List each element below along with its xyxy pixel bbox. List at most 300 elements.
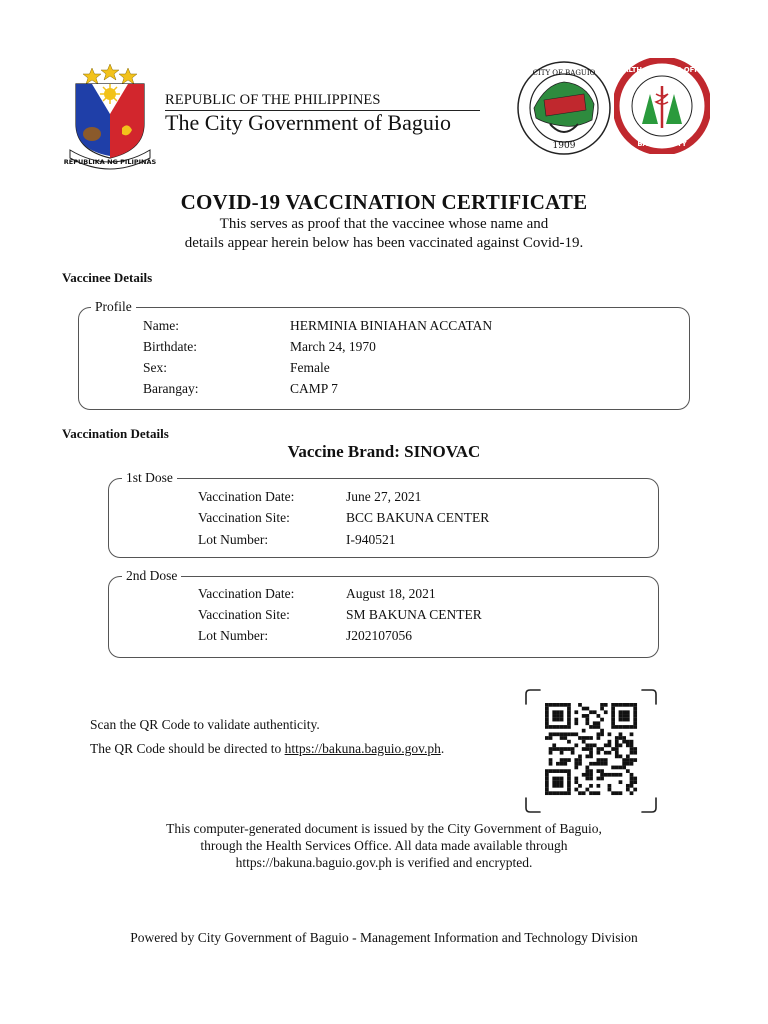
vaccination-section-label: Vaccination Details	[62, 426, 169, 441]
qr-module	[567, 777, 571, 781]
qr-module	[574, 780, 578, 784]
qr-module	[619, 732, 623, 736]
second-dose-date-value: August 18, 2021	[346, 586, 436, 601]
qr-module	[545, 780, 549, 784]
qr-module	[589, 747, 593, 751]
qr-module	[593, 721, 597, 725]
qr-module	[560, 777, 564, 781]
qr-module	[633, 718, 637, 722]
qr-module	[563, 747, 567, 751]
qr-module	[630, 791, 634, 795]
qr-module	[556, 769, 560, 773]
qr-module	[615, 747, 619, 751]
qr-module	[611, 707, 615, 711]
qr-module	[611, 773, 615, 777]
qr-module	[560, 736, 564, 740]
qr-module	[600, 729, 604, 733]
qr-module	[567, 784, 571, 788]
qr-module	[589, 743, 593, 747]
second-dose-lot-label: Lot Number:	[198, 628, 269, 643]
qr-module	[633, 751, 637, 755]
qr-module	[567, 788, 571, 792]
qr-module	[563, 791, 567, 795]
qr-module	[633, 707, 637, 711]
qr-module	[633, 725, 637, 729]
qr-module	[552, 725, 556, 729]
qr-module	[597, 747, 601, 751]
qr-module	[545, 714, 549, 718]
qr-module	[549, 736, 553, 740]
qr-module	[585, 721, 589, 725]
qr-module	[589, 751, 593, 755]
qr-module	[578, 762, 582, 766]
qr-module	[556, 725, 560, 729]
qr-module	[593, 743, 597, 747]
qr-module	[560, 732, 564, 736]
profile-sex-value: Female	[290, 360, 330, 375]
qr-module	[600, 718, 604, 722]
qr-module	[597, 721, 601, 725]
qr-module	[589, 791, 593, 795]
certificate-subtitle-line2: details appear herein below has been vaccinated against Covid-19.	[184, 235, 584, 251]
qr-module	[619, 791, 623, 795]
qr-module	[552, 703, 556, 707]
qr-module	[633, 780, 637, 784]
qr-module	[597, 751, 601, 755]
certificate-subtitle-line1: This serves as proof that the vaccinee whose name and	[219, 216, 549, 232]
qr-module	[563, 736, 567, 740]
qr-module	[585, 736, 589, 740]
qr-module	[563, 762, 567, 766]
qr-module	[549, 762, 553, 766]
qr-module	[633, 703, 637, 707]
qr-module	[545, 721, 549, 725]
qr-module	[615, 751, 619, 755]
qr-module	[545, 710, 549, 714]
qr-module	[615, 755, 619, 759]
qr-module	[552, 784, 556, 788]
qr-module	[585, 718, 589, 722]
qr-module	[549, 791, 553, 795]
qr-module	[574, 788, 578, 792]
qr-module	[597, 784, 601, 788]
qr-module	[578, 755, 582, 759]
qr-module	[626, 788, 630, 792]
qr-module	[615, 773, 619, 777]
qr-module	[567, 740, 571, 744]
qr-module	[622, 740, 626, 744]
qr-code-icon[interactable]	[545, 703, 637, 795]
qr-module	[585, 714, 589, 718]
qr-module	[608, 740, 612, 744]
qr-module	[585, 773, 589, 777]
qr-module	[556, 784, 560, 788]
qr-module	[615, 703, 619, 707]
seal-right-text: HEALTH SERVICES OFFICE	[614, 66, 710, 74]
city-of-baguio-seal-icon	[516, 60, 612, 156]
qr-module	[615, 725, 619, 729]
qr-module	[552, 780, 556, 784]
qr-module	[582, 740, 586, 744]
qr-module	[611, 703, 615, 707]
qr-module	[630, 780, 634, 784]
second-dose-lot-value: J202107056	[346, 628, 413, 643]
qr-module	[578, 791, 582, 795]
qr-module	[626, 714, 630, 718]
qr-module	[567, 780, 571, 784]
qr-module	[626, 710, 630, 714]
qr-module	[626, 743, 630, 747]
qr-module	[571, 751, 575, 755]
qr-module	[597, 769, 601, 773]
health-services-office-seal-icon	[614, 58, 710, 154]
city-government-title: The City Government of Baguio	[165, 110, 451, 135]
qr-module	[622, 762, 626, 766]
qr-module	[630, 747, 634, 751]
qr-module	[556, 777, 560, 781]
qr-module	[578, 703, 582, 707]
qr-module	[619, 725, 623, 729]
qr-module	[600, 703, 604, 707]
qr-module	[630, 725, 634, 729]
qr-module	[574, 732, 578, 736]
qr-module	[582, 714, 586, 718]
profile-barangay-value: CAMP 7	[290, 381, 338, 396]
qr-module	[560, 725, 564, 729]
qr-module	[560, 758, 564, 762]
qr-module	[600, 769, 604, 773]
qr-module	[582, 773, 586, 777]
qr-module	[622, 703, 626, 707]
qr-module	[556, 747, 560, 751]
second-dose-site-label: Vaccination Site:	[198, 607, 290, 622]
qr-scan-instruction: Scan the QR Code to validate authenticity.	[90, 717, 320, 732]
qr-module	[545, 718, 549, 722]
first-dose-site-value: BCC BAKUNA CENTER	[346, 510, 490, 525]
qr-module	[633, 710, 637, 714]
qr-module	[626, 703, 630, 707]
qr-direct-prefix: The QR Code should be directed to	[90, 741, 285, 756]
qr-module	[600, 762, 604, 766]
qr-module	[578, 758, 582, 762]
qr-module	[552, 732, 556, 736]
qr-module	[545, 769, 549, 773]
qr-module	[604, 703, 608, 707]
qr-module	[556, 732, 560, 736]
qr-module	[630, 743, 634, 747]
qr-module	[630, 751, 634, 755]
qr-module	[630, 762, 634, 766]
second-dose-date-label: Vaccination Date:	[198, 586, 295, 601]
qr-module	[597, 762, 601, 766]
qr-module	[556, 780, 560, 784]
qr-module	[633, 721, 637, 725]
qr-module	[582, 707, 586, 711]
republic-label: REPUBLIC OF THE PHILIPPINES	[165, 92, 381, 108]
qr-module	[597, 736, 601, 740]
qr-module	[545, 725, 549, 729]
qr-module	[626, 755, 630, 759]
qr-module	[611, 791, 615, 795]
qr-module	[545, 777, 549, 781]
qr-module	[626, 769, 630, 773]
qr-module	[567, 707, 571, 711]
qr-module	[597, 725, 601, 729]
qr-module	[556, 710, 560, 714]
qr-module	[600, 707, 604, 711]
qr-module	[574, 718, 578, 722]
qr-module	[571, 732, 575, 736]
qr-module	[563, 758, 567, 762]
qr-module	[545, 707, 549, 711]
qr-module	[619, 743, 623, 747]
qr-module	[589, 777, 593, 781]
qr-module	[563, 703, 567, 707]
qr-module	[622, 766, 626, 770]
vaccine-brand: Vaccine Brand: SINOVAC	[287, 442, 481, 461]
qr-module	[552, 743, 556, 747]
qr-module	[619, 710, 623, 714]
qr-module	[574, 710, 578, 714]
qr-module	[549, 703, 553, 707]
powered-by: Powered by City Government of Baguio - Management Information and Technology Division	[130, 930, 638, 945]
qr-module	[630, 758, 634, 762]
profile-barangay-label: Barangay:	[143, 381, 199, 396]
qr-module	[560, 762, 564, 766]
qr-module	[619, 766, 623, 770]
qr-module	[597, 791, 601, 795]
profile-birthdate-label: Birthdate:	[143, 339, 197, 354]
qr-module	[608, 773, 612, 777]
first-dose-legend: 1st Dose	[122, 470, 177, 486]
qr-module	[574, 762, 578, 766]
qr-module	[567, 769, 571, 773]
qr-module	[615, 766, 619, 770]
qr-module	[633, 777, 637, 781]
qr-module	[549, 732, 553, 736]
footer-line2: through the Health Services Office. All data made available through	[200, 838, 568, 853]
qr-module	[622, 714, 626, 718]
qr-module	[585, 707, 589, 711]
qr-module	[552, 747, 556, 751]
qr-module	[611, 766, 615, 770]
qr-module	[589, 762, 593, 766]
philippine-coat-of-arms-icon	[62, 62, 158, 170]
qr-module	[611, 725, 615, 729]
qr-module	[545, 703, 549, 707]
qr-module	[560, 747, 564, 751]
qr-module	[552, 714, 556, 718]
qr-module	[619, 718, 623, 722]
qr-module	[549, 769, 553, 773]
qr-module	[560, 710, 564, 714]
certificate-title: COVID-19 VACCINATION CERTIFICATE	[180, 190, 588, 214]
qr-module	[582, 747, 586, 751]
qr-module	[585, 769, 589, 773]
qr-module	[574, 758, 578, 762]
qr-module	[567, 718, 571, 722]
qr-module	[589, 773, 593, 777]
qr-module	[611, 721, 615, 725]
qr-module	[567, 703, 571, 707]
qr-module	[626, 758, 630, 762]
qr-module	[600, 747, 604, 751]
qr-module	[626, 718, 630, 722]
qr-module	[597, 714, 601, 718]
qr-module	[608, 788, 612, 792]
qr-module	[552, 777, 556, 781]
qr-module	[567, 758, 571, 762]
qr-module	[589, 755, 593, 759]
qr-module	[589, 784, 593, 788]
qr-module	[597, 777, 601, 781]
qr-module	[622, 736, 626, 740]
qr-module	[545, 773, 549, 777]
qr-module	[574, 777, 578, 781]
qr-module	[552, 718, 556, 722]
qr-code-frame	[524, 688, 658, 814]
qr-module	[622, 718, 626, 722]
qr-module	[608, 732, 612, 736]
qr-module	[619, 780, 623, 784]
qr-module	[633, 788, 637, 792]
vaccinee-section-label: Vaccinee Details	[62, 270, 153, 285]
qr-module	[567, 791, 571, 795]
qr-module	[604, 751, 608, 755]
qr-module	[619, 703, 623, 707]
qr-module	[560, 769, 564, 773]
qr-module	[608, 784, 612, 788]
footer-line3: https://bakuna.baguio.gov.ph is verified and encrypted.	[235, 855, 533, 870]
qr-module	[630, 740, 634, 744]
second-dose-site-value: SM BAKUNA CENTER	[346, 607, 482, 622]
qr-module	[585, 766, 589, 770]
qr-module	[611, 718, 615, 722]
qr-module	[589, 736, 593, 740]
profile-name-label: Name:	[143, 318, 179, 333]
qr-module	[582, 791, 586, 795]
qr-module	[626, 784, 630, 788]
qr-module	[630, 703, 634, 707]
qr-module	[626, 740, 630, 744]
qr-module	[626, 725, 630, 729]
qr-module	[578, 784, 582, 788]
qr-module	[600, 732, 604, 736]
qr-module	[630, 784, 634, 788]
qr-module	[604, 773, 608, 777]
qr-module	[560, 784, 564, 788]
qr-module	[619, 773, 623, 777]
qr-module	[560, 703, 564, 707]
qr-module	[604, 762, 608, 766]
qr-module	[608, 743, 612, 747]
qr-module	[582, 729, 586, 733]
qr-module	[574, 766, 578, 770]
qr-module	[556, 714, 560, 718]
qr-module	[633, 747, 637, 751]
qr-module	[585, 777, 589, 781]
qr-module	[567, 747, 571, 751]
qr-module	[556, 703, 560, 707]
qr-module	[582, 736, 586, 740]
qr-module	[615, 791, 619, 795]
qr-module	[630, 732, 634, 736]
first-dose-site-label: Vaccination Site:	[198, 510, 290, 525]
first-dose-lot-value: I-940521	[346, 532, 396, 547]
qr-module	[600, 758, 604, 762]
qr-module	[593, 725, 597, 729]
qr-module	[545, 736, 549, 740]
qr-module	[600, 773, 604, 777]
qr-module	[567, 714, 571, 718]
qr-module	[597, 758, 601, 762]
qr-module	[615, 743, 619, 747]
qr-module	[578, 736, 582, 740]
first-dose-lot-label: Lot Number:	[198, 532, 269, 547]
profile-sex-label: Sex:	[143, 360, 168, 375]
qr-module	[622, 758, 626, 762]
qr-module	[597, 732, 601, 736]
qr-module	[567, 710, 571, 714]
qr-module	[545, 791, 549, 795]
qr-module	[563, 769, 567, 773]
seal-mid-text: CITY OF BAGUIO	[532, 69, 596, 77]
bakuna-link[interactable]: https://bakuna.baguio.gov.ph	[284, 741, 441, 756]
qr-module	[567, 721, 571, 725]
qr-module	[619, 714, 623, 718]
qr-module	[608, 751, 612, 755]
profile-birthdate-value: March 24, 1970	[290, 339, 376, 354]
qr-module	[633, 758, 637, 762]
qr-module	[556, 718, 560, 722]
qr-module	[611, 710, 615, 714]
qr-module	[549, 758, 553, 762]
qr-module	[552, 769, 556, 773]
qr-direct-instruction	[90, 741, 444, 757]
qr-module	[589, 710, 593, 714]
qr-module	[615, 736, 619, 740]
qr-module	[574, 743, 578, 747]
footer-line1: This computer-generated document is issued by the City Government of Baguio,	[166, 821, 602, 836]
qr-module	[552, 791, 556, 795]
qr-module	[585, 743, 589, 747]
qr-module	[622, 710, 626, 714]
qr-module	[604, 743, 608, 747]
qr-module	[626, 762, 630, 766]
seal-right-bottom: BAGUIO CITY	[637, 140, 687, 148]
qr-module	[633, 714, 637, 718]
qr-module	[549, 751, 553, 755]
qr-module	[556, 791, 560, 795]
qr-module	[567, 732, 571, 736]
qr-direct-suffix: .	[440, 741, 445, 756]
qr-module	[600, 777, 604, 781]
qr-module	[571, 747, 575, 751]
qr-module	[563, 725, 567, 729]
qr-module	[630, 773, 634, 777]
qr-module	[552, 710, 556, 714]
qr-module	[630, 777, 634, 781]
qr-module	[615, 740, 619, 744]
qr-module	[560, 780, 564, 784]
qr-module	[560, 718, 564, 722]
qr-module	[604, 710, 608, 714]
qr-module	[560, 791, 564, 795]
qr-module	[545, 784, 549, 788]
qr-module	[545, 788, 549, 792]
profile-legend: Profile	[91, 299, 136, 315]
qr-module	[593, 710, 597, 714]
